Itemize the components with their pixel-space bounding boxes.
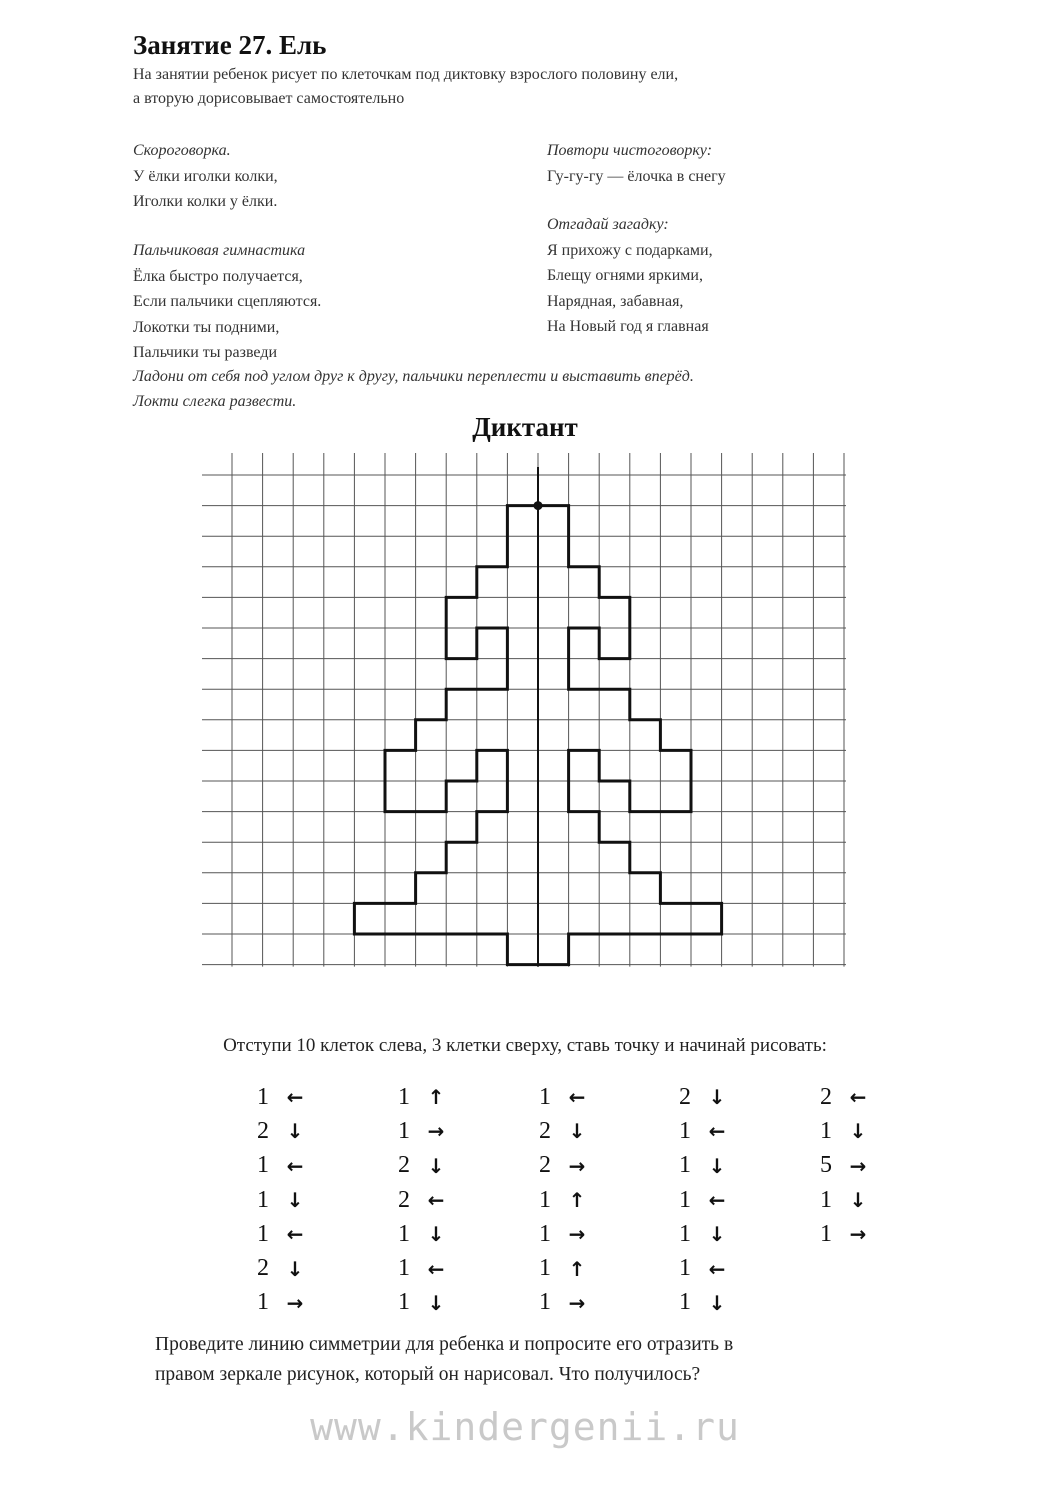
arrow-left-icon: ← [427, 1188, 445, 1213]
step-count: 1 [820, 1117, 832, 1144]
step-count: 2 [398, 1186, 410, 1213]
dictation-step [389, 1080, 499, 1114]
arrow-down-icon: ↓ [286, 1256, 304, 1281]
dictation-step [389, 1149, 499, 1183]
dictation-step [530, 1251, 640, 1285]
arrow-left-icon: ← [427, 1256, 445, 1281]
dictation-step [248, 1114, 358, 1148]
symmetry-line-1: Проведите линию симметрии для ребенка и попросите его отразить в [155, 1334, 734, 1355]
riddle-line: Я прихожу с подарками, [547, 241, 713, 259]
arrow-down-icon: ↓ [286, 1119, 304, 1144]
step-count: 1 [398, 1117, 410, 1144]
arrow-down-icon: ↓ [427, 1290, 445, 1315]
step-count: 5 [820, 1152, 832, 1179]
step-count: 1 [820, 1186, 832, 1213]
arrow-right-icon: → [849, 1153, 867, 1178]
step-count: 1 [257, 1083, 269, 1110]
step-count: 1 [679, 1289, 691, 1316]
step-count: 1 [679, 1255, 691, 1282]
arrow-down-icon: ↓ [708, 1222, 726, 1247]
arrow-right-icon: → [849, 1222, 867, 1247]
dictation-step [389, 1183, 499, 1217]
riddle-block [547, 212, 713, 340]
dictation-step [811, 1080, 921, 1114]
step-count: 2 [820, 1083, 832, 1110]
arrow-down-icon: ↓ [708, 1153, 726, 1178]
dictation-step [248, 1149, 358, 1183]
step-count: 1 [539, 1083, 551, 1110]
arrow-down-icon: ↓ [708, 1290, 726, 1315]
website-watermark: www.kindergenii.ru [310, 1405, 740, 1449]
dictation-step [248, 1080, 358, 1114]
dictation-step [248, 1251, 358, 1285]
arrow-down-icon: ↓ [427, 1222, 445, 1247]
intro-line-1: На занятии ребенок рисует по клеточкам под диктовку взрослого половину ели, [133, 66, 679, 83]
arrow-right-icon: → [568, 1222, 586, 1247]
finger-gym-heading: Пальчиковая гимнастика [133, 242, 306, 259]
step-count: 1 [539, 1289, 551, 1316]
step-count: 1 [398, 1255, 410, 1282]
riddle-heading: Отгадай загадку: [547, 216, 669, 233]
step-count: 2 [539, 1117, 551, 1144]
arrow-left-icon: ← [286, 1085, 304, 1110]
intro-line-2: а вторую дорисовывает самостоятельно [133, 90, 405, 107]
dictation-step [670, 1080, 780, 1114]
arrow-left-icon: ← [708, 1256, 726, 1281]
dictation-step [670, 1251, 780, 1285]
riddle-line: Нарядная, забавная, [547, 292, 684, 310]
dictation-step [389, 1251, 499, 1285]
step-count: 1 [539, 1255, 551, 1282]
symmetry-instruction [155, 1330, 733, 1390]
offset-instruction: Отступи 10 клеток слева, 3 клетки сверху, ставь точку и начинай рисовать: [223, 1035, 827, 1056]
dictation-step [530, 1080, 640, 1114]
arrow-up-icon: ↑ [427, 1085, 445, 1110]
arrow-left-icon: ← [568, 1085, 586, 1110]
finger-gym-block [133, 238, 321, 366]
arrow-right-icon: → [286, 1290, 304, 1315]
step-count: 1 [257, 1186, 269, 1213]
dictation-step [530, 1183, 640, 1217]
arrow-left-icon: ← [708, 1119, 726, 1144]
dictation-step [530, 1217, 640, 1251]
step-count: 1 [257, 1152, 269, 1179]
dictation-step [389, 1114, 499, 1148]
step-count: 1 [679, 1186, 691, 1213]
repeat-heading: Повтори чистоговорку: [547, 142, 713, 159]
arrow-right-icon: → [427, 1119, 445, 1144]
step-count: 1 [257, 1289, 269, 1316]
page-title: Занятие 27. Ель [133, 30, 327, 60]
step-count: 2 [679, 1083, 691, 1110]
dictation-step [389, 1217, 499, 1251]
dictation-step [530, 1114, 640, 1148]
arrow-down-icon: ↓ [849, 1188, 867, 1213]
step-count: 1 [539, 1186, 551, 1213]
dictation-step [530, 1286, 640, 1320]
dictation-step [248, 1217, 358, 1251]
repeat-block [547, 138, 726, 189]
arrow-up-icon: ↑ [568, 1256, 586, 1281]
step-count: 1 [539, 1220, 551, 1247]
dictation-column [811, 1080, 921, 1251]
step-count: 2 [257, 1117, 269, 1144]
repeat-line: Гу-гу-гу — ёлочка в снегу [547, 167, 726, 185]
start-point [534, 501, 543, 510]
dictant-title: Диктант [472, 412, 578, 442]
dictation-column [670, 1080, 780, 1320]
dictation-step [389, 1286, 499, 1320]
arrow-down-icon: ↓ [427, 1153, 445, 1178]
dictation-step [670, 1149, 780, 1183]
dictation-step [670, 1286, 780, 1320]
dictation-column [248, 1080, 358, 1320]
dictation-step [811, 1149, 921, 1183]
arrow-left-icon: ← [708, 1188, 726, 1213]
dictation-step [670, 1217, 780, 1251]
dictation-column [389, 1080, 499, 1320]
arrow-down-icon: ↓ [568, 1119, 586, 1144]
tongue-twister-line: Иголки колки у ёлки. [133, 193, 278, 210]
step-count: 1 [679, 1220, 691, 1247]
dictation-step [248, 1183, 358, 1217]
tongue-twister-heading: Скороговорка. [133, 142, 231, 159]
tongue-twister-block [133, 138, 278, 215]
dictation-step [811, 1114, 921, 1148]
step-count: 1 [257, 1220, 269, 1247]
step-count: 2 [539, 1152, 551, 1179]
dictation-step [530, 1149, 640, 1183]
tongue-twister-line: У ёлки иголки колки, [133, 167, 278, 185]
arrow-left-icon: ← [286, 1153, 304, 1178]
finger-gym-line: Пальчики ты разведи [133, 344, 278, 361]
dictation-step [670, 1114, 780, 1148]
dictation-step [670, 1183, 780, 1217]
step-count: 1 [398, 1083, 410, 1110]
dictation-step [248, 1286, 358, 1320]
step-count: 1 [398, 1220, 410, 1247]
arrow-down-icon: ↓ [286, 1188, 304, 1213]
arrow-left-icon: ← [849, 1085, 867, 1110]
riddle-line: На Новый год я главная [547, 318, 709, 335]
step-count: 1 [820, 1220, 832, 1247]
step-count: 1 [679, 1152, 691, 1179]
instruction-line-1: Ладони от себя под углом друг к другу, пальчики переплести и выставить вперёд. [133, 368, 694, 385]
arrow-right-icon: → [568, 1153, 586, 1178]
finger-gym-line: Локотки ты подними, [133, 318, 280, 336]
instruction-line-2: Локти слегка развести. [133, 393, 297, 410]
step-count: 1 [679, 1117, 691, 1144]
dictation-step [811, 1217, 921, 1251]
arrow-left-icon: ← [286, 1222, 304, 1247]
dictation-step [811, 1183, 921, 1217]
symmetry-line-2: правом зеркале рисунок, который он нарисовал. Что получилось? [155, 1364, 701, 1385]
arrow-down-icon: ↓ [849, 1119, 867, 1144]
riddle-line: Блещу огнями яркими, [547, 267, 703, 284]
arrow-up-icon: ↑ [568, 1188, 586, 1213]
step-count: 2 [398, 1152, 410, 1179]
arrow-down-icon: ↓ [708, 1085, 726, 1110]
arrow-right-icon: → [568, 1290, 586, 1315]
dictation-column [530, 1080, 640, 1320]
step-count: 1 [398, 1289, 410, 1316]
finger-gym-line: Если пальчики сцепляются. [133, 293, 322, 310]
step-count: 2 [257, 1255, 269, 1282]
finger-gym-line: Ёлка быстро получается, [133, 267, 303, 285]
